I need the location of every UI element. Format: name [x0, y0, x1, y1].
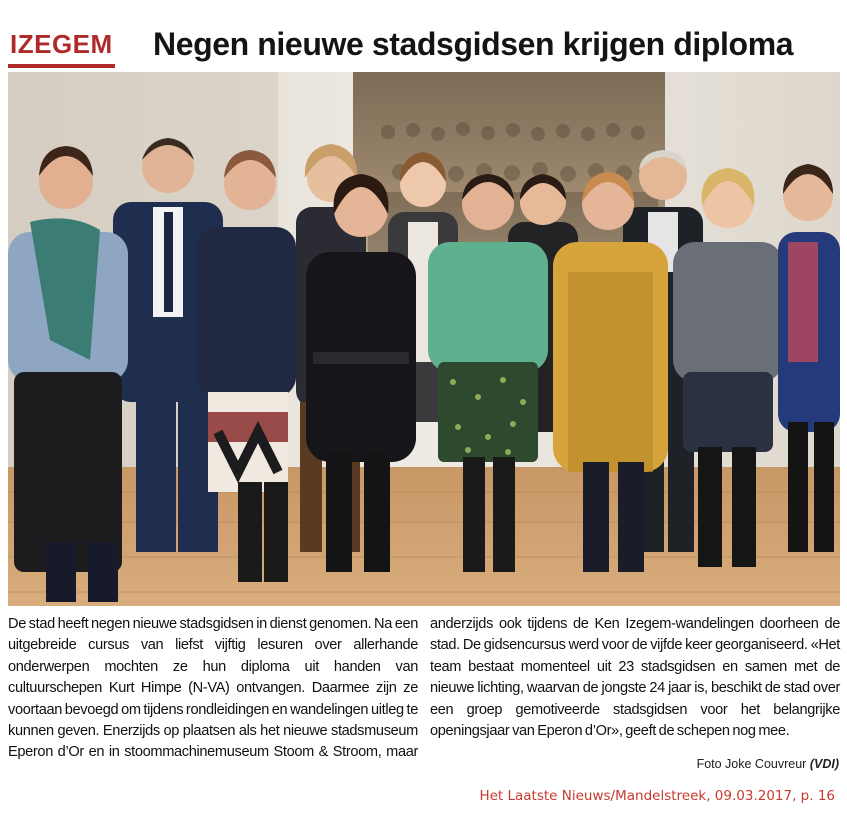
publication-source: Het Laatste Nieuws/Mandelstreek, 09.03.2017, p. 16 [479, 788, 835, 804]
photo-credit-label: Foto Joke Couvreur [696, 757, 807, 771]
section-kicker: IZEGEM [8, 24, 115, 68]
article-headline: Negen nieuwe stadsgidsen krijgen diploma [153, 26, 794, 62]
group-photo-illustration [8, 72, 840, 606]
article-paragraph: De stad heeft negen nieuwe stadsgidsen in dienst genomen. Na een uitgebreide cursus van liefst vijftig lesuren over allerhande onderwerpen mochten ze hun diploma uit handen van cultuurschepen Kurt Himpe (N-VA) ontvangen. Daarmee zijn ze voortaan bevoegd om tijdens rondleidingen en wandelingen uitleg te kunnen geven. Enerzijds op plaatsen als het nieuwe stadsmuseum Eperon d’Or en in stoommachinemuseum Stoom & Stroom, maar anderzijds ook tijdens de Ken Izegem-wandelingen doorheen de stad. De gidsencursus werd voor de vijfde keer georganiseerd. «Het team bestaat momenteel uit 23 stadsgidsen en samen met de nieuwe lichting, waarvan de jongste 24 jaar is, beschikt de stad over een groep gemotiveerde stadsgidsen voor het belangrijke openingsjaar van Eperon d’Or», geeft de schepen nog mee. [8, 616, 840, 761]
photo-credit-agency: (VDI) [809, 757, 839, 771]
photo-credit [697, 757, 839, 771]
group-photo [8, 72, 840, 606]
